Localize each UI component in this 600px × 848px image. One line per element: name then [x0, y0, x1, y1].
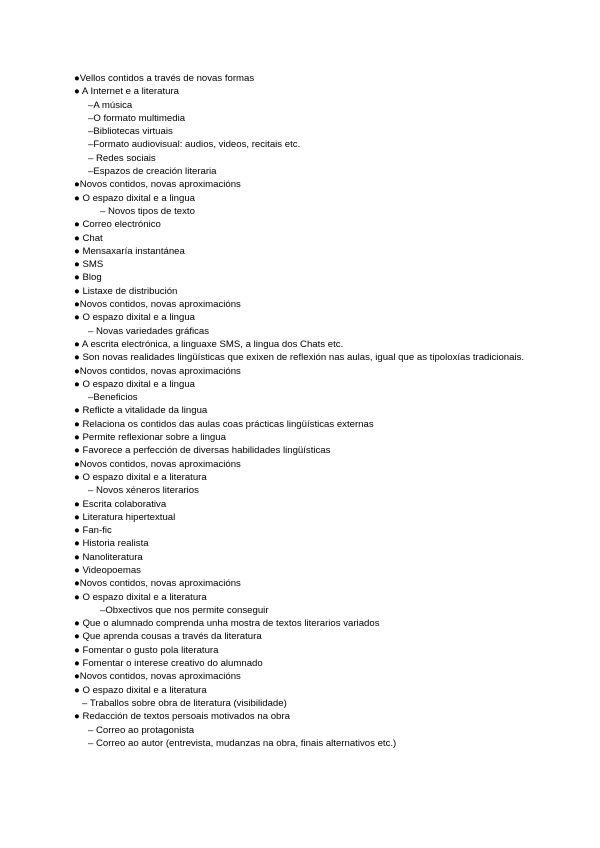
sub-item: –Bibliotecas virtuais	[88, 126, 173, 138]
bullet-item: ● Que o alumnado comprenda unha mostra de textos literarios variados	[74, 618, 380, 630]
bullet-item: ● Chat	[74, 232, 103, 244]
bullet-item: ●Novos contidos, novas aproximacións	[74, 458, 241, 470]
bullet-item: ● A Internet e a literatura	[74, 86, 179, 98]
sub-item: –Beneficios	[88, 392, 138, 404]
bullet-item: ● Reflicte a vitalidade da lingua	[74, 405, 208, 417]
sub-item: – Traballos sobre obra de literatura (visibilidade)	[82, 697, 287, 709]
bullet-item: ●Vellos contidos a través de novas formas	[74, 73, 255, 84]
bullet-item: ● Relaciona os contidos das aulas coas prácticas lingüísticas externas	[74, 418, 374, 430]
sub-item: –Obxectivos que nos permite conseguir	[100, 604, 269, 616]
bullet-item: ● Correo electrónico	[74, 219, 161, 231]
bullet-item: ● Mensaxaría instantánea	[74, 245, 185, 257]
bullet-item: ● Escrita colaborativa	[74, 498, 167, 510]
bullet-item: ● O espazo dixital e a literatura	[74, 471, 207, 483]
bullet-item: ● O espazo dixital e a lingua	[74, 378, 195, 390]
sub-item: – Correo ao autor (entrevista, mudanzas na obra, finais alternativos etc.)	[88, 737, 397, 749]
bullet-item: ● O espazo dixital e a literatura	[74, 684, 207, 696]
sub-item: – Correo ao protagonista	[88, 724, 195, 736]
bullet-item: ●Novos contidos, novas aproximacións	[74, 179, 241, 191]
bullet-item: ●Novos contidos, novas aproximacións	[74, 578, 241, 590]
bullet-item: ● Literatura hipertextual	[74, 511, 176, 523]
bullet-item: ● Favorece a perfección de diversas habilidades lingüísticas	[74, 445, 331, 457]
bullet-item: ● O espazo dixital e a lingua	[74, 192, 195, 204]
sub-item: –Espazos de creación literaria	[88, 166, 217, 178]
sub-item: – Novos xéneros literarios	[88, 485, 199, 497]
sub-item: –O formato multimedia	[88, 112, 186, 124]
bullet-item: ● Videopoemas	[74, 564, 141, 576]
bullet-item: ● A escrita electrónica, a linguaxe SMS, a lingua dos Chats etc.	[74, 338, 344, 350]
bullet-item: ● Fomentar o interese creativo do alumnado	[74, 658, 263, 670]
sub-item: –Formato audiovisual: audios, videos, recitais etc.	[88, 139, 301, 151]
bullet-item: ● Son novas realidades lingüísticas que exixen de reflexión nas aulas, igual que as tipoloxías tradicionais.	[74, 352, 525, 364]
sub-item: – Redes sociais	[88, 152, 156, 164]
bullet-item: ● Fomentar o gusto pola literatura	[74, 644, 219, 656]
sub-item: –A música	[88, 99, 133, 111]
bullet-list	[74, 72, 526, 750]
bullet-item: ● Blog	[74, 272, 102, 284]
bullet-item: ● Historia realista	[74, 538, 149, 550]
bullet-item: ● O espazo dixital e a lingua	[74, 312, 195, 324]
bullet-item: ● Fan-fic	[74, 525, 112, 537]
bullet-item: ●Novos contidos, novas aproximacións	[74, 671, 241, 683]
bullet-item: ●Novos contidos, novas aproximacións	[74, 299, 241, 311]
bullet-item: ● Permite reflexionar sobre a lingua	[74, 432, 226, 444]
bullet-item: ● Que aprenda cousas a través da literatura	[74, 631, 262, 643]
bullet-item: ● SMS	[74, 259, 104, 271]
bullet-item: ●Novos contidos, novas aproximacións	[74, 365, 241, 377]
bullet-item: ● Redacción de textos persoais motivados na obra	[74, 711, 290, 723]
bullet-item: ● Listaxe de distribución	[74, 285, 178, 297]
bullet-item: ● O espazo dixital e a literatura	[74, 591, 207, 603]
sub-item: – Novas variedades gráficas	[88, 325, 210, 337]
sub-item: – Novos tipos de texto	[100, 205, 195, 217]
bullet-item: ● Nanoliteratura	[74, 551, 143, 563]
